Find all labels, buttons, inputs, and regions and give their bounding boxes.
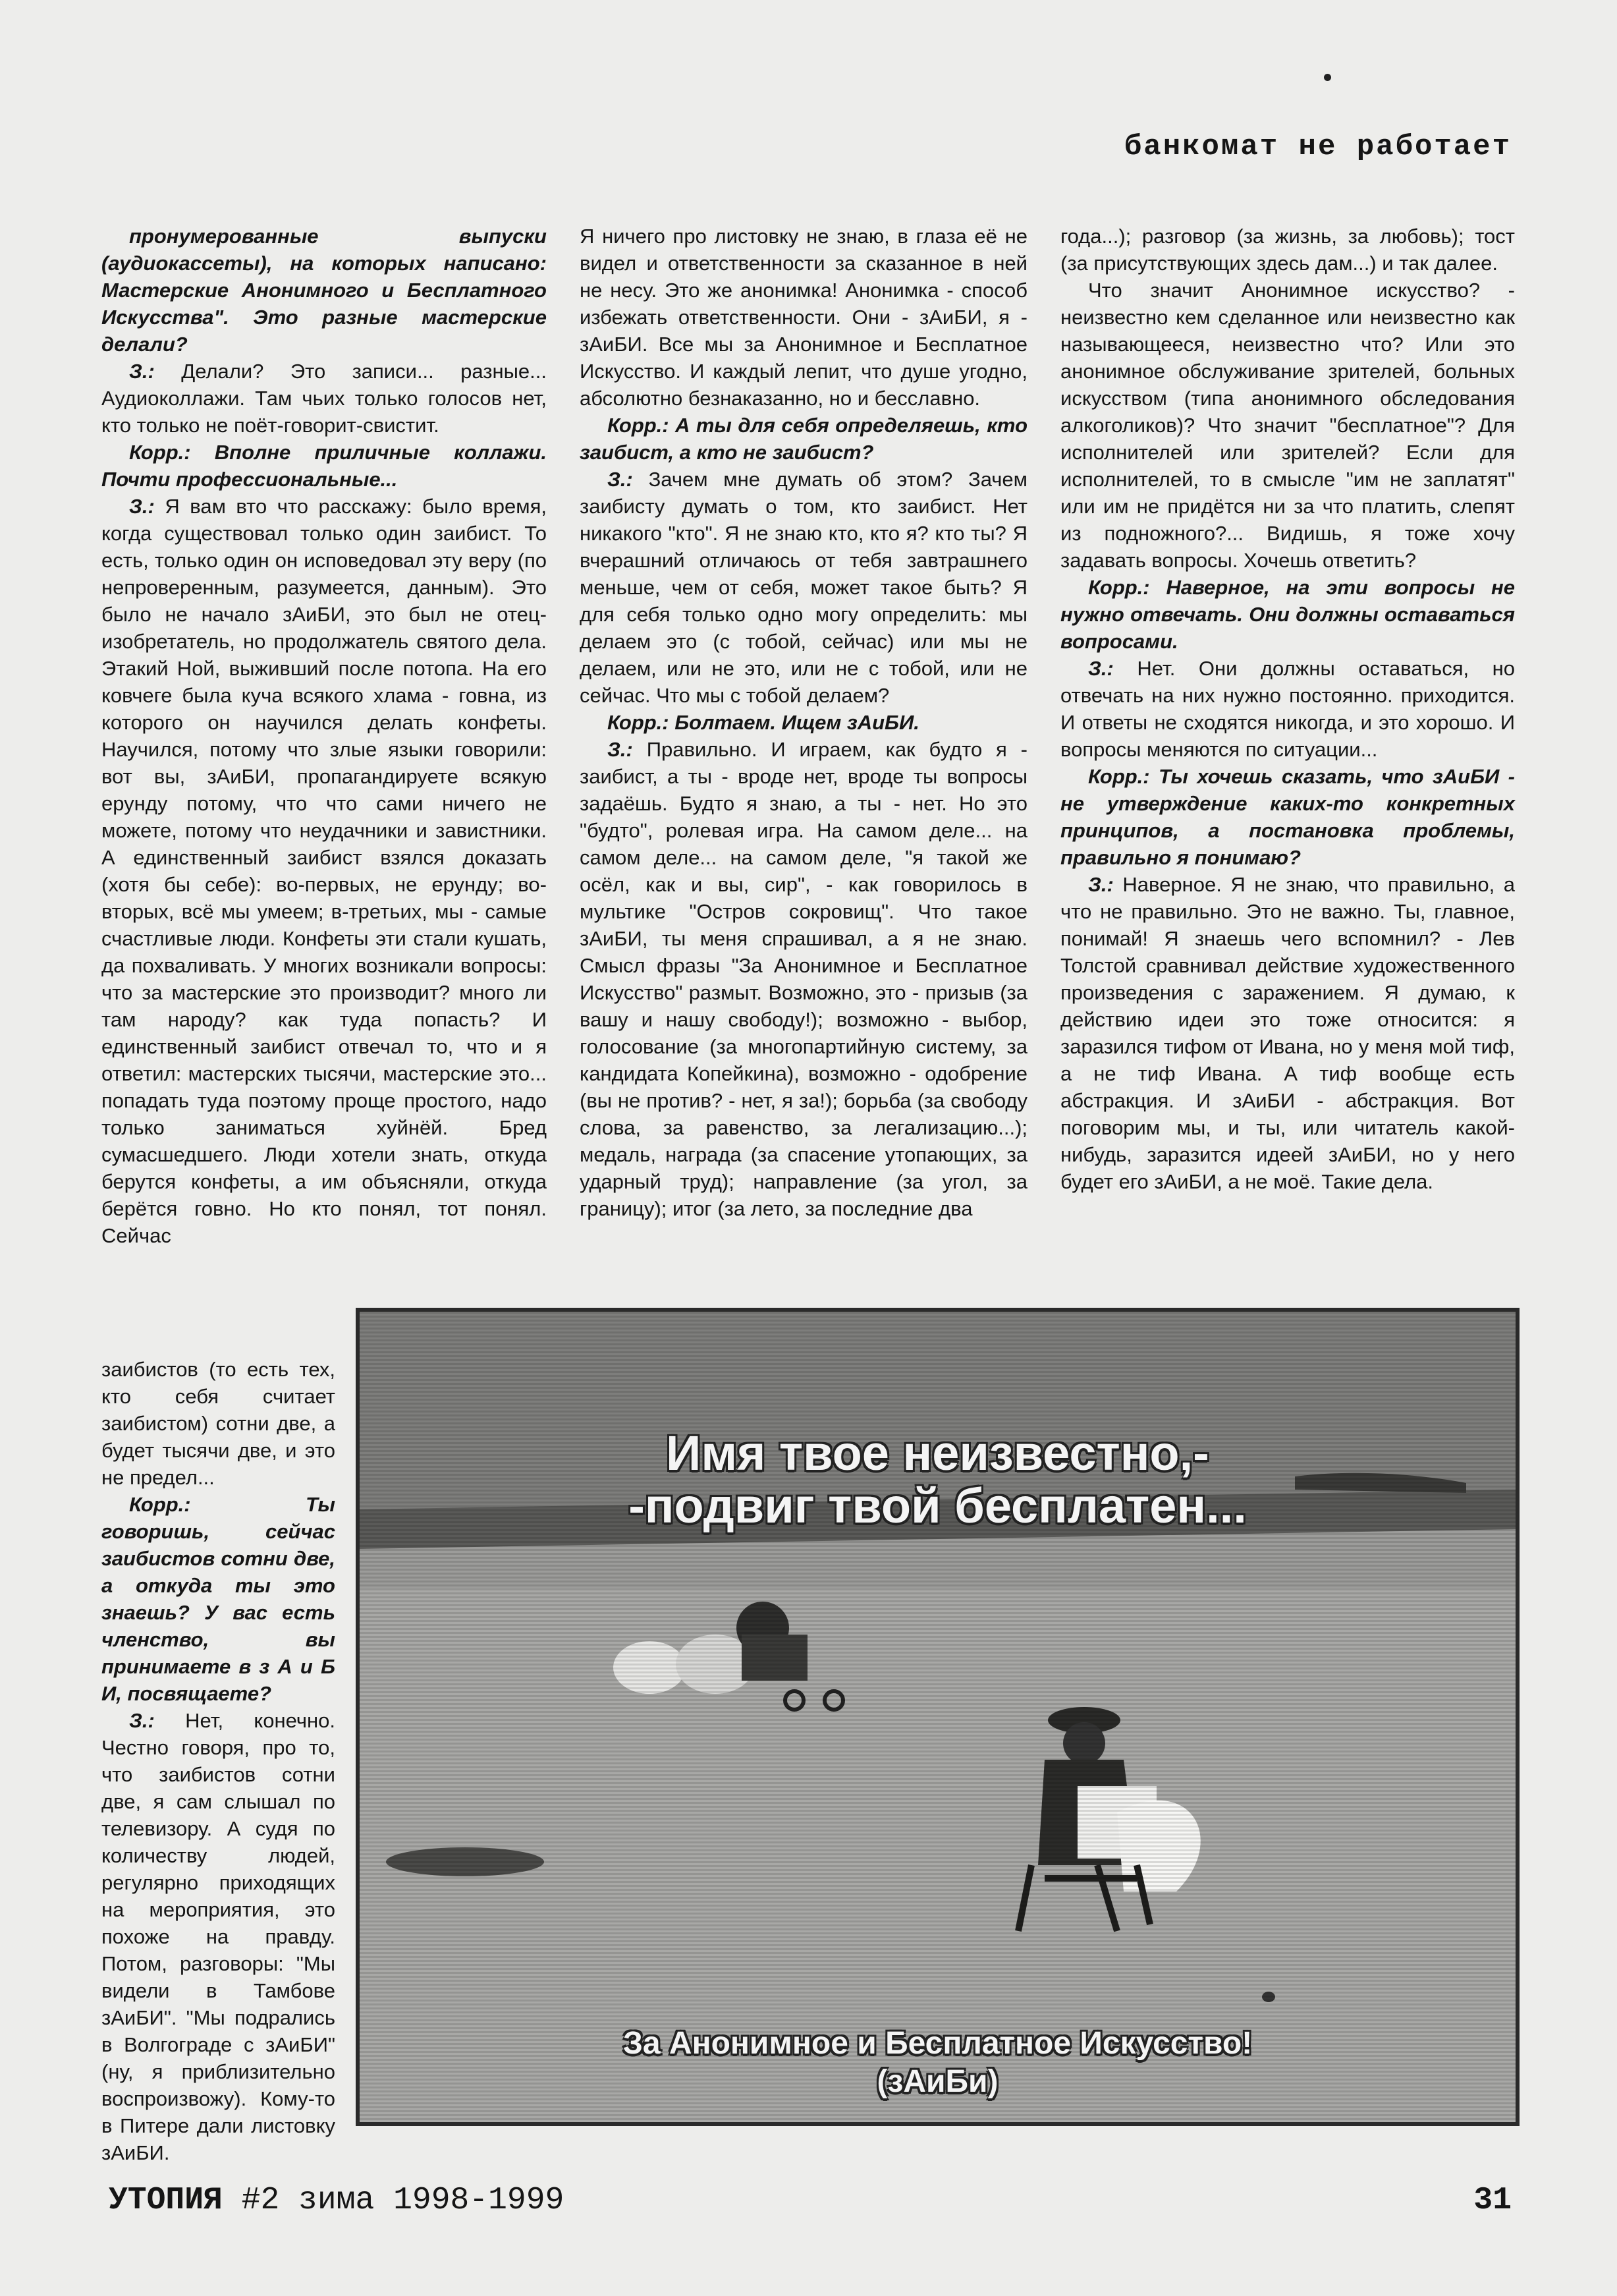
caption-top-line-2: -подвиг твой бесплатен... bbox=[628, 1478, 1247, 1533]
answer-paragraph bbox=[101, 1356, 335, 1491]
paragraph-text: Наверное. Я не знаю, что правильно, а что не правильно. Это не важно. Ты, главное, понимай! Я знаешь чего вспомнил? - Лев Толстой сравнивал действие художественного произведения с заражением. Я думаю, к действию идеи это тоже относится: я заразился тифом от Ивана, но у меня мой тиф, а не тиф Ивана. А тиф вообще есть абстракция. И зАиБИ - абстракция. Вот поговорим мы, и ты, или читатель какой-нибудь, заразится идеей зАиБИ, но у него будет его зАиБИ, а не моё. Такие дела. bbox=[1060, 873, 1515, 1193]
column-1-narrow bbox=[101, 1356, 335, 2166]
answer-paragraph bbox=[1060, 655, 1515, 763]
issue-info: #2 зима 1998-1999 bbox=[241, 2183, 564, 2218]
paragraph-text: Делали? Это записи... разные... Аудиоколлажи. Там чьих только голосов нет, кто только не поёт-говорит-свистит. bbox=[101, 360, 547, 437]
answer-paragraph bbox=[580, 466, 1028, 709]
question-paragraph bbox=[580, 412, 1028, 466]
page-header: банкомат не работает bbox=[1124, 130, 1512, 163]
page-number: 31 bbox=[1473, 2183, 1512, 2218]
paragraph-text: Корр.: Болтаем. Ищем зАиБИ. bbox=[607, 711, 919, 734]
paragraph-text: Нет, конечно. Честно говоря, про то, что заибистов сотни две, я сам слышал по телевизору. А судя по количеству людей, регулярно приходящих на мероприятия, это похоже на правду. Потом, разговоры: "Мы видели в Тамбове зАиБИ". "Мы подрались в Волгограде с зАиБИ" (ну, я приблизительно воспроизвожу). Кому-то в Питере дали листовку зАиБИ. bbox=[101, 1709, 335, 2164]
photo-caption-top bbox=[360, 1427, 1516, 1532]
paragraph-text: Что значит Анонимное искусство? - неизвестно кем сделанное или неизвестно как называющееся, неизвестно что? Или это анонимное обслуживание зрителей, больных искусством (типа анонимного обследования алкоголиков)? Что значит "бесплатное"? Для исполнителей или зрителей? Если для исполнителей, то в смысле "им не заплатят" или им не придётся ни за что платить, слепят из подножного?... Видишь, я тоже хочу задавать вопросы. Хочешь ответить? bbox=[1060, 279, 1515, 572]
magazine-name: УТОПИЯ bbox=[109, 2183, 223, 2218]
paragraph-text: Нет. Они должны оставаться, но отвечать на них нужно постоянно. приходится. И ответы не сходятся никогда, и это хорошо. И вопросы меняются по ситуации... bbox=[1060, 657, 1515, 761]
question-paragraph bbox=[101, 439, 547, 493]
paragraph-text: Я ничего про листовку не знаю, в глаза её не видел и ответственности за сказанное в ней не несу. Это же анонимка! Анонимка - способ избежать ответственности. Они - зАиБИ, я - зАиБИ. Все мы за Анонимное и Бесплатное Искусство. И каждый лепит, что душе угодно, абсолютно безнаказанно, но и бесславно. bbox=[580, 225, 1028, 410]
column-1 bbox=[101, 223, 547, 1249]
paragraph-text: года...); разговор (за жизнь, за любовь); тост (за присутствующих здесь дам...) и так далее. bbox=[1060, 225, 1515, 275]
speaker-label: З.: bbox=[129, 1709, 155, 1732]
photo-caption-bottom bbox=[360, 2025, 1516, 2101]
answer-paragraph bbox=[1060, 871, 1515, 1195]
paragraph-text: Правильно. И играем, как будто я - заибист, а ты - вроде нет, вроде ты вопросы задаёшь. Будто я знаю, а ты - нет. Но это "будто", ролевая игра. На самом деле... на самом деле... на самом деле, "я такой же осёл, как и вы, сир", - как говорилось в мультике "Остров сокровищ". Что такое зАиБИ, ты меня спрашивал, а я не знаю. Смысл фразы "За Анонимное и Бесплатное Искусство" размыт. Возможно, это - призыв (за вашу и нашу свободу!); возможно - выбор, голосование (за многопартийную систему, за кандидата Копейкина), возможно - одобрение (вы не против? - нет, я за!); борьба (за свободу слова, за равенство, за легализацию...); медаль, награда (за спасение утопающих, за ударный труд); направление (за угол, за границу); итог (за лето, за последние два bbox=[580, 738, 1028, 1220]
answer-paragraph bbox=[101, 493, 547, 1249]
paragraph-text: Я вам вто что расскажу: было время, когда существовал только один заибист. То есть, только один он исповедовал эту веру (по непроверенным, разумеется, данным). Это было не начало зАиБИ, это был не отец-изобретатель, но продолжатель святого дела. Этакий Ной, выживший после потопа. На его ковчеге была куча всякого хлама - говна, из которого он научился делать конфеты. Научился, потому что злые языки говорили: вот вы, зАиБИ, пропагандируете всякую ерунду потому, что что сами ничего не можете, потому что неудачники и завистники. А единственный заибист взялся доказать (хотя бы себе): во-первых, не ерунду; во-вторых, всё мы умеем; в-третьих, мы - самые счастливые люди. Конфеты эти стали кушать, да похваливать. У многих возникали вопросы: что за мастерские это производит? много ли там народу? как туда попасть? И единственный заибист отвечал то, что и я ответил: мастерских тысячи, мастерские это... попадать туда поэтому проще простого, надо только заниматься хуйнёй. Бред сумасшедшего. Люди хотели знать, откуда берутся конфеты, а им объясняли, откуда берётся говно. Но кто понял, тот понял. Сейчас bbox=[101, 495, 547, 1247]
answer-paragraph bbox=[580, 223, 1028, 412]
speaker-label: З.: bbox=[607, 468, 633, 491]
paragraph-text: пронумерованные выпуски (аудиокассеты), на которых написано: Мастерские Анонимного и Бесплатного Искусства". Это разные мастерские делали? bbox=[101, 225, 547, 356]
caption-bottom-line-1: За Анонимное и Бесплатное Искусство! bbox=[622, 2026, 1253, 2061]
question-paragraph bbox=[101, 223, 547, 358]
column-2 bbox=[580, 223, 1028, 1222]
answer-paragraph bbox=[101, 1707, 335, 2166]
question-paragraph bbox=[1060, 574, 1515, 655]
paragraph-text: Корр.: А ты для себя определяешь, кто заибист, а кто не заибист? bbox=[580, 414, 1028, 464]
answer-paragraph bbox=[580, 736, 1028, 1222]
column-3 bbox=[1060, 223, 1515, 1195]
speaker-label: З.: bbox=[129, 495, 155, 518]
caption-top-line-1: Имя твое неизвестно,- bbox=[666, 1426, 1209, 1480]
paragraph-text: Корр.: Вполне приличные коллажи. Почти профессиональные... bbox=[101, 441, 547, 491]
ink-dot bbox=[1324, 74, 1331, 81]
caption-bottom-line-2: (зАиБи) bbox=[877, 2064, 999, 2099]
question-paragraph bbox=[580, 709, 1028, 736]
paragraph-text: Корр.: Ты говоришь, сейчас заибистов сотни две, а откуда ты это знаешь? У вас есть членство, вы принимаете в з А и Б И, посвящаете? bbox=[101, 1493, 335, 1705]
paragraph-text: Корр.: Наверное, на эти вопросы не нужно отвечать. Они должны оставаться вопросами. bbox=[1060, 576, 1515, 653]
beach-photo bbox=[356, 1308, 1520, 2126]
paragraph-text: заибистов (то есть тех, кто себя считает заибистом) сотни две, а будет тысячи две, и это не предел... bbox=[101, 1358, 335, 1489]
speaker-label: З.: bbox=[607, 738, 633, 761]
answer-paragraph bbox=[1060, 223, 1515, 277]
speaker-label: З.: bbox=[1088, 873, 1114, 896]
question-paragraph bbox=[101, 1491, 335, 1707]
paragraph-text: Зачем мне думать об этом? Зачем заибисту думать о том, кто заибист. Нет никакого "кто". Я не знаю кто, кто я? кто ты? Я вчерашний отличаюсь от тебя завтрашнего меньше, чем от себя, может такое быть? Я для себя только одно могу определить: мы делаем это (с тобой, сейчас) или мы не делаем, или не это, или не с тобой, или не сейчас. Что мы с тобой делаем? bbox=[580, 468, 1028, 707]
speaker-label: З.: bbox=[129, 360, 155, 383]
answer-paragraph bbox=[1060, 277, 1515, 574]
speaker-label: З.: bbox=[1088, 657, 1114, 680]
question-paragraph bbox=[1060, 763, 1515, 871]
paragraph-text: Корр.: Ты хочешь сказать, что зАиБИ - не утверждение каких-то конкретных принципов, а постановка проблемы, правильно я понимаю? bbox=[1060, 765, 1515, 869]
answer-paragraph bbox=[101, 358, 547, 439]
footer-magazine bbox=[109, 2183, 564, 2218]
